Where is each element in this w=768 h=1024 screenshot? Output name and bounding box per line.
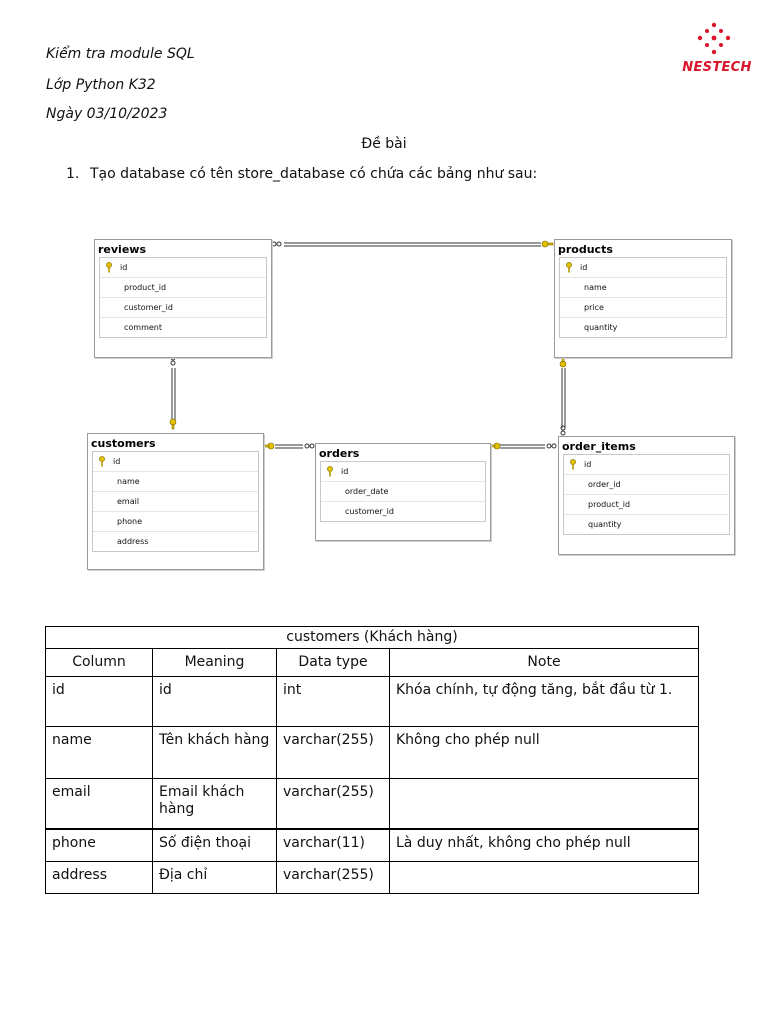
task-number: 1. <box>66 166 80 182</box>
doc-subject: Kiểm tra module SQL <box>46 46 195 62</box>
doc-date: Ngày 03/10/2023 <box>46 106 168 122</box>
table-cell: Tên khách hàng <box>153 727 277 779</box>
many-end-icon <box>561 426 565 435</box>
table-cell: id <box>46 677 153 727</box>
column-header: Note <box>390 649 699 677</box>
er-table-title: reviews <box>98 243 146 256</box>
er-column: customer_id <box>100 298 266 318</box>
table-cell: varchar(11) <box>277 829 390 862</box>
er-column: order_id <box>564 475 729 495</box>
table-cell: name <box>46 727 153 779</box>
er-column: address <box>117 537 149 546</box>
table-cell: varchar(255) <box>277 727 390 779</box>
er-column: quantity <box>588 520 622 529</box>
er-column: quantity <box>584 323 618 332</box>
er-column: phone <box>93 512 258 532</box>
one-end-key-icon <box>170 419 176 429</box>
er-table-order-items <box>558 436 735 555</box>
table-cell: Không cho phép null <box>390 727 699 779</box>
er-table-title: order_items <box>562 440 636 453</box>
one-end-key-icon <box>542 241 553 247</box>
er-column: name <box>93 472 258 492</box>
er-column: name <box>560 278 726 298</box>
many-end-icon <box>547 444 556 448</box>
table-cell: Email khách hàng <box>153 779 277 829</box>
logo-text: NESTECH <box>682 60 752 75</box>
table-cell: email <box>46 779 153 829</box>
table-cell: id <box>153 677 277 727</box>
er-table-title: orders <box>319 447 360 460</box>
table-cell: Khóa chính, tự động tăng, bắt đầu từ 1. <box>390 677 699 727</box>
table-cell: phone <box>46 829 153 862</box>
table-row <box>46 779 699 829</box>
table-cell: address <box>46 862 153 894</box>
logo-dots-icon <box>696 22 732 56</box>
one-end-key-icon <box>490 443 500 449</box>
one-end-key-icon <box>560 357 566 367</box>
many-end-icon <box>305 444 314 448</box>
table-row <box>46 677 699 727</box>
column-header: Meaning <box>153 649 277 677</box>
many-end-icon <box>272 242 281 246</box>
table-cell: Là duy nhất, không cho phép null <box>390 829 699 862</box>
er-column: product_id <box>100 278 266 298</box>
primary-key-icon <box>565 262 573 273</box>
er-table-orders <box>315 443 491 541</box>
table-row <box>46 727 699 779</box>
er-column: id <box>100 258 266 278</box>
table-row <box>46 862 699 894</box>
er-column: order_date <box>321 482 485 502</box>
er-table-title: customers <box>91 437 156 450</box>
er-table-products <box>554 239 732 358</box>
table-cell: Địa chỉ <box>153 862 277 894</box>
er-table-customers <box>87 433 264 570</box>
er-table-title: products <box>558 243 613 256</box>
customers-spec-table <box>45 626 699 894</box>
task-item <box>66 166 537 182</box>
er-column: id <box>564 455 729 475</box>
column-header: Column <box>46 649 153 677</box>
table-row <box>46 829 699 862</box>
table-cell: varchar(255) <box>277 862 390 894</box>
er-column: comment <box>124 323 163 332</box>
heading: Đề bài <box>361 136 407 152</box>
table-title: customers (Khách hàng) <box>46 627 699 649</box>
task-text: Tạo database có tên store_database có chứa các bảng như sau: <box>90 166 538 182</box>
table-cell <box>390 862 699 894</box>
doc-class: Lớp Python K32 <box>46 77 156 93</box>
er-column: id <box>321 462 485 482</box>
er-column: id <box>560 258 726 278</box>
primary-key-icon <box>326 466 334 477</box>
column-header: Data type <box>277 649 390 677</box>
er-column: email <box>93 492 258 512</box>
primary-key-icon <box>569 459 577 470</box>
nestech-logo <box>672 22 762 82</box>
table-cell: Số điện thoại <box>153 829 277 862</box>
er-column: id <box>93 452 258 472</box>
primary-key-icon <box>98 456 106 467</box>
er-column: product_id <box>564 495 729 515</box>
table-cell: int <box>277 677 390 727</box>
primary-key-icon <box>105 262 113 273</box>
er-table-reviews <box>94 239 272 358</box>
er-column: customer_id <box>345 507 394 516</box>
one-end-key-icon <box>264 443 274 449</box>
er-column: price <box>560 298 726 318</box>
table-cell <box>390 779 699 829</box>
table-cell: varchar(255) <box>277 779 390 829</box>
